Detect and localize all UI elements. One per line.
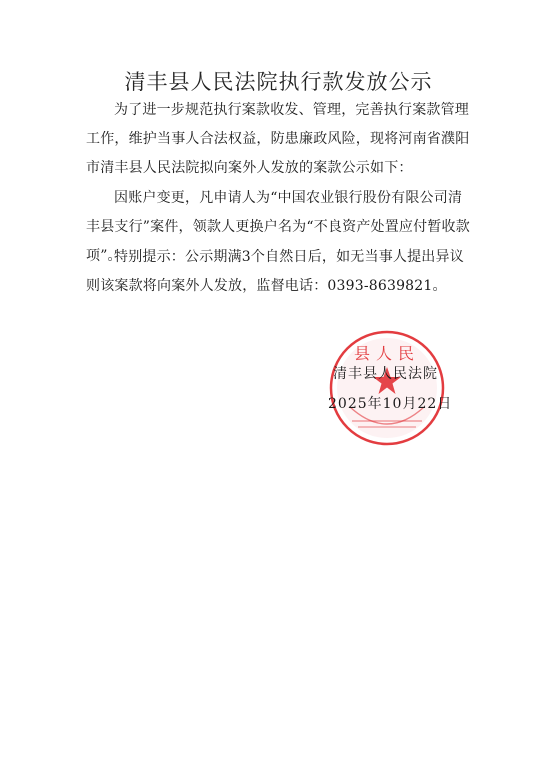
paragraph-special-notice: 特别提示：公示期满3个自然日后，如无当事人提出异议则该案款将向案外人发放，监督电话：0393-8639821。 (86, 249, 464, 294)
court-seal (328, 329, 446, 447)
signature-court-name: 清丰县人民法院 (333, 366, 438, 382)
seal-text: 县人民 (353, 344, 421, 363)
paragraph-intro: 为了进一步规范执行案款收发、管理，完善执行案款管理工作，维护当事人合法权益，防患廉政风险，现将河南省濮阳市清丰县人民法院拟向案外人发放的案款公示如下： (86, 102, 470, 176)
document-title: 清丰县人民法院执行款发放公示 (124, 70, 433, 94)
signature-date: 2025年10月22日 (328, 396, 453, 412)
paragraph-account-change: 因账户变更，凡申请人为“中国农业银行股份有限公司清丰县支行”案件，领款人更换户名为“不良资产处置应付暂收款项”。 (86, 190, 470, 264)
